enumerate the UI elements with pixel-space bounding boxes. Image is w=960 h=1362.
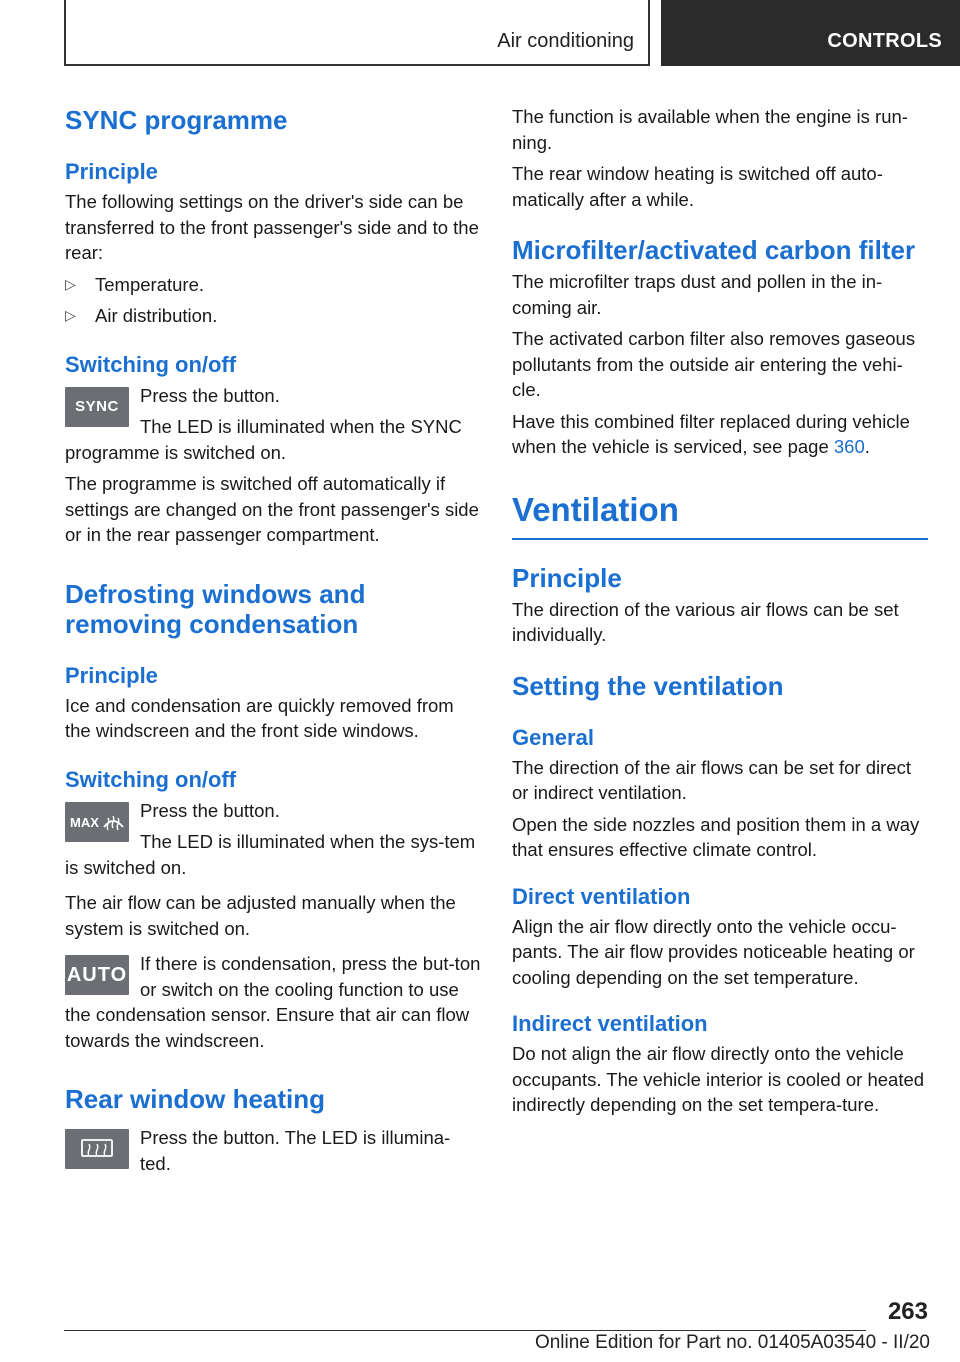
defrost-principle-text: Ice and condensation are quickly removed from the windscreen and the front side windows. [65,694,454,741]
sync-led-text: The LED is illuminated when the SYNC programme is switched on. [65,416,462,463]
defrost-led-text: The LED is illuminated when the sys-tem is switched on. [65,831,476,878]
defrost-manual-text: The air flow can be adjusted manually when the system is switched on. [65,892,456,939]
defrost-switch-heading: Switching on/off [65,766,237,792]
vent-principle-heading: Principle [512,562,622,593]
footer-edition: Online Edition for Part no. 01405A03540 - II/20 [534,1332,930,1353]
sync-switch-heading: Switching on/off [65,351,237,377]
direct-ventilation-heading: Direct ventilation [512,883,691,909]
auto-block [65,951,481,1053]
sync-switch-block [65,383,481,466]
direct-ventilation-text: Align the air flow directly onto the vehicle occu-pants. The air flow provides noticeable heating or cooling depending on the set temperature. [512,915,915,988]
header-section-box [64,0,650,66]
vent-principle-text: The direction of the various air flows can be set individually. [512,598,899,645]
general-heading: General [512,724,594,750]
sync-off-text: The programme is switched off automatically if settings are changed on the front passenger's side or in the rear passenger compartment. [65,473,479,545]
right-column [512,100,928,1118]
sync-button-icon: SYNC [65,387,129,427]
max-defrost-button-icon [65,802,129,842]
setting-ventilation-heading: Setting the ventilation [512,670,784,701]
defrost-switch-block [65,798,481,881]
auto-off-text: The rear window heating is switched off auto-matically after a while. [512,163,883,210]
rear-window-block [65,1125,481,1176]
left-column [65,100,481,1176]
list-item: ▷ Temperature. [65,272,481,298]
footer-divider [64,1330,866,1331]
indirect-ventilation-text: Do not align the air flow directly onto the vehicle occupants. The vehicle interior is cooled or heated indirectly depending on the set tempera-ture. [512,1043,925,1115]
section-title: Air conditioning [497,30,634,52]
sync-press-text: Press the button. [140,384,280,406]
rear-window-heating-button-icon [65,1129,129,1169]
page-number: 263 [887,1298,928,1325]
triangle-bullet-icon: ▷ [65,275,76,292]
filter-text-2: The activated carbon filter also removes gaseous pollutants from the outside air entering the vehi-cle. [512,328,916,400]
ventilation-heading: Ventilation [512,490,679,528]
sync-bullet-list [65,272,481,329]
rear-window-text: Press the button. The LED is illumina-ted. [140,1127,451,1174]
svg-text:MAX: MAX [70,814,99,830]
triangle-bullet-icon: ▷ [65,307,76,323]
list-item: ▷ Air distribution. [65,303,481,329]
rear-window-heading: Rear window heating [65,1084,326,1114]
defrost-principle-heading: Principle [65,662,158,688]
sync-principle-heading: Principle [65,159,158,184]
ventilation-divider [512,538,928,540]
general-text-2: Open the side nozzles and position them in a way that ensures effective climate control. [512,813,920,860]
defrost-auto-text: If there is condensation, press the but-ton or switch on the cooling function to use the condensation sensor. Ensure that air can flow towards the windscreen. [65,953,481,1051]
chapter-title: CONTROLS [827,30,942,52]
sync-principle-text: The following settings on the driver's side can be transferred to the front passenger's side and to the rear: [65,191,479,263]
filter-text-3: Have this combined filter replaced during vehicle when the vehicle is serviced, see page 360. [512,410,910,457]
filter-text-1: The microfilter traps dust and pollen in the in-coming air. [512,271,883,318]
filter-heading: Microfilter/activated carbon filter [512,235,916,265]
indirect-ventilation-heading: Indirect ventilation [512,1011,708,1036]
sync-heading: SYNC programme [65,105,288,135]
defrost-press-text: Press the button. [140,799,280,821]
auto-button-icon: AUTO [65,955,129,995]
engine-running-text: The function is available when the engine is run-ning. [512,106,908,153]
defrost-heading: Defrosting windows and removing condensation [65,578,366,639]
page-360-link[interactable]: 360 [833,436,865,457]
header-chapter-tab[interactable] [661,0,960,66]
general-text-1: The direction of the air flows can be set for direct or indirect ventilation. [512,756,911,803]
